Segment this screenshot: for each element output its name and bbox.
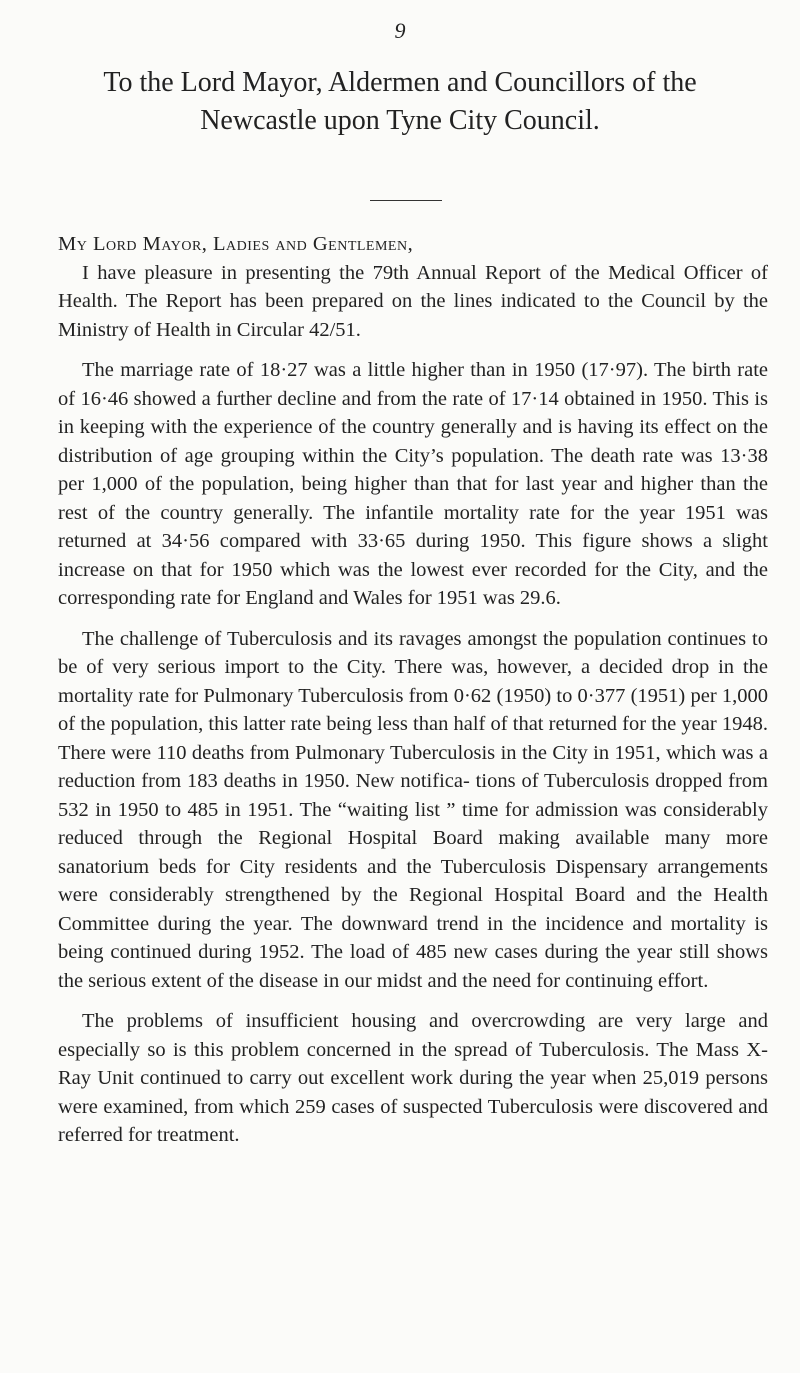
title-line-1: To the Lord Mayor, Aldermen and Councillors of the xyxy=(103,67,697,98)
paragraph-2: The marriage rate of 18·27 was a little higher than in 1950 (17·97). The birth rate of 16·46 showed a further decline and from the rate of 17·14 obtained in 1950. This is in keeping with the experience of the country generally and is having its effect on the distribution of age grouping within the City’s population. The death rate was 13·38 per 1,000 of the population, being higher than that for last year and higher than the rest of the country generally. The infantile mortality rate for the year 1951 was returned at 34·56 compared with 33·65 during 1950. This figure shows a slight increase on that for 1950 which was the lowest ever recorded for the City, and the corresponding rate for England and Wales for 1951 was 29.6. xyxy=(58,359,768,609)
page-title xyxy=(40,64,760,140)
letter-body xyxy=(58,230,768,1162)
paragraph-1: I have pleasure in presenting the 79th Annual Report of the Medical Officer of Health. The Report has been prepared on the lines indicated to the Council by the Ministry of Health in Circular 42/51. xyxy=(58,261,768,341)
title-line-2: Newcastle upon Tyne City Council. xyxy=(200,105,600,136)
paragraph-3: The challenge of Tuberculosis and its ravages amongst the population continues to be of very serious import to the City. There was, however, a decided drop in the mortality rate for Pulmonary Tuberculosis from 0·62 (1950) to 0·377 (1951) per 1,000 of the population, this latter rate being less than half of that returned for the year 1948. There were 110 deaths from Pulmonary Tuberculosis in the City in 1951, which was a reduction from 183 deaths in 1950. New notifica- tions of Tuberculosis dropped from 532 in 1950 to 485 in 1951. The “waiting list ” time for admission was considerably reduced through the Regional Hospital Board making available many more sanatorium beds for City residents and the Tuberculosis Dispensary arrangements were considerably strengthened by the Regional Hospital Board and the Health Committee during the year. The downward trend in the incidence and mortality is being continued during 1952. The load of 485 new cases during the year still shows the serious extent of the disease in our midst and the need for continuing effort. xyxy=(58,627,768,992)
page-number: 9 xyxy=(394,18,406,43)
title-divider xyxy=(370,200,442,201)
salutation: My Lord Mayor, Ladies and Gentlemen, xyxy=(58,233,414,255)
paragraph-4: The problems of insufficient housing and overcrowding are very large and especially so is this problem concerned in the spread of Tuberculosis. The Mass X-Ray Unit continued to carry out excellent work during the year when 25,019 persons were examined, from which 259 cases of suspected Tuberculosis were discovered and referred for treatment. xyxy=(58,1010,768,1146)
